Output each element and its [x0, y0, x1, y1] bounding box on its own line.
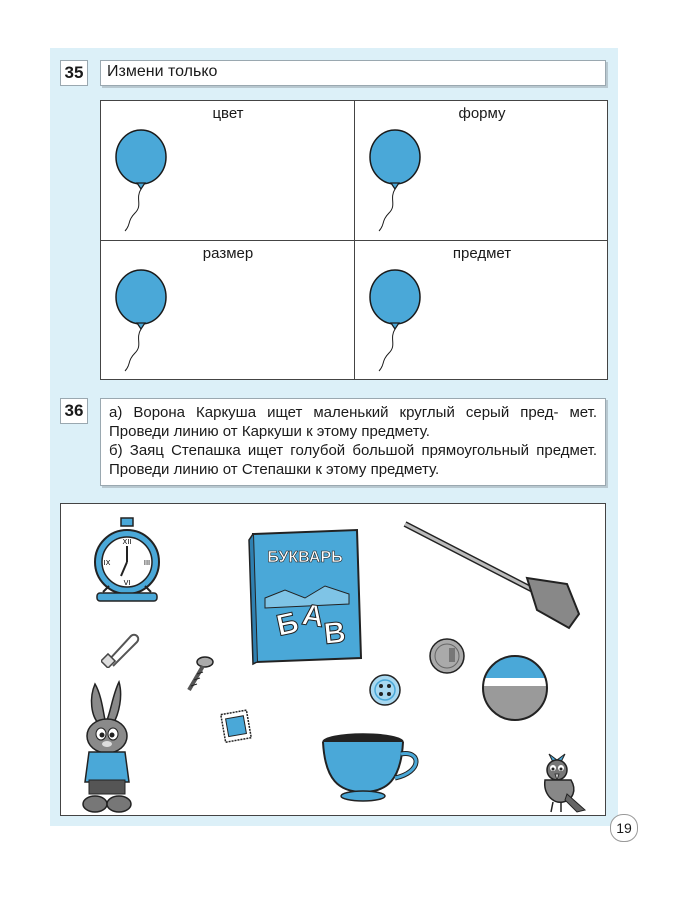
book-letter-a: А [300, 598, 327, 634]
task-36-number: 36 [60, 398, 88, 424]
cell-label: предмет [452, 245, 512, 262]
sewing-button-icon[interactable] [367, 672, 403, 708]
book-icon[interactable] [245, 524, 365, 666]
cup-icon[interactable] [317, 732, 427, 804]
balloon-icon [363, 265, 433, 375]
book-letter-v: В [322, 615, 348, 651]
objects-scene[interactable] [60, 503, 606, 816]
balloon-icon [109, 265, 179, 375]
cell-label: размер [202, 245, 254, 262]
cell-label: форму [458, 105, 506, 122]
svg-text:VI: VI [123, 579, 131, 587]
cell-shape[interactable] [355, 101, 609, 240]
cell-object[interactable] [355, 241, 609, 380]
alarm-clock-icon[interactable] [89, 516, 165, 604]
postage-stamp-icon[interactable] [217, 706, 257, 746]
cell-color[interactable] [101, 101, 355, 240]
task-36-instruction [100, 398, 606, 486]
task-35-instruction: Измени только [100, 60, 606, 86]
balloon-icon [109, 125, 179, 235]
task-36-part-b: б) Заяц Степашка ищет голубой большой прямоугольный предмет. Проведи линию от Степашки к этому предмету. [109, 442, 597, 478]
book-letter-b: Б [273, 606, 302, 643]
crow-karkusha-icon[interactable] [527, 750, 591, 816]
ball-icon[interactable] [479, 652, 551, 724]
cell-label: цвет [212, 105, 244, 122]
svg-text:III: III [143, 559, 151, 567]
hare-stepashka-icon[interactable] [75, 680, 141, 816]
safety-pin-icon[interactable] [101, 628, 141, 668]
page-number: 19 [610, 814, 638, 842]
svg-text:XII: XII [122, 538, 132, 546]
cell-size[interactable] [101, 241, 355, 380]
shovel-icon[interactable] [399, 518, 585, 632]
balloon-grid [100, 100, 608, 380]
book-title: БУКВАРЬ [267, 549, 343, 566]
task-36-part-a: а) Ворона Каркуша ищет маленький круглый серый пред- мет. Проведи линию от Каркуши к этому предмету. [109, 404, 597, 440]
coin-icon[interactable] [427, 636, 467, 676]
screw-icon[interactable] [183, 654, 215, 694]
task-35-number: 35 [60, 60, 88, 86]
balloon-icon [363, 125, 433, 235]
svg-text:IX: IX [103, 559, 111, 567]
